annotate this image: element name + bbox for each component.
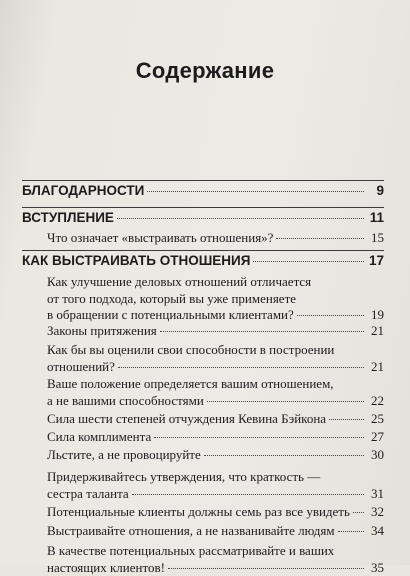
dot-leader bbox=[207, 401, 364, 402]
toc-page-number: 9 bbox=[368, 181, 384, 201]
toc-entry-label-line: Ваше положение определяется вашим отношением, bbox=[47, 376, 384, 393]
toc-entry-label-line: а не вашими способностями bbox=[47, 393, 204, 410]
toc-entry-label-line: Как улучшение деловых отношений отличается bbox=[47, 274, 384, 291]
dot-leader bbox=[132, 494, 364, 495]
dot-leader bbox=[154, 437, 364, 438]
toc-entry-label-line: В качестве потенциальных рассматривайте и ваших bbox=[47, 543, 384, 560]
toc-entry[interactable] bbox=[22, 469, 384, 502]
dot-leader bbox=[276, 238, 364, 239]
toc-entry-label-line: от того подхода, который вы уже применяете bbox=[47, 291, 384, 308]
dot-leader bbox=[147, 191, 364, 192]
dot-leader bbox=[329, 419, 364, 420]
toc-entry[interactable] bbox=[22, 429, 384, 446]
toc-entry-label-line: сестра таланта bbox=[47, 486, 129, 503]
toc-page-number: 30 bbox=[368, 447, 384, 464]
toc-entry[interactable] bbox=[22, 504, 384, 521]
toc-entry-introduction[interactable] bbox=[22, 208, 384, 228]
toc-entry-label: Что означает «выстраивать отношения»? bbox=[47, 230, 273, 247]
toc-entry-label-line: отношений? bbox=[47, 359, 115, 376]
page-title: Содержание bbox=[0, 58, 410, 84]
toc-entry-label: Сила комплимента bbox=[47, 429, 151, 446]
toc-entry-label: БЛАГОДАРНОСТИ bbox=[22, 181, 144, 201]
toc-entry[interactable] bbox=[22, 411, 384, 428]
dot-leader bbox=[160, 331, 364, 332]
toc-entry[interactable] bbox=[22, 342, 384, 375]
toc-entry-label-line: в обращении с потенциальными клиентами? bbox=[47, 307, 294, 324]
dot-leader bbox=[353, 512, 364, 513]
dot-leader bbox=[297, 315, 364, 316]
dot-leader bbox=[117, 218, 364, 219]
toc-page-number: 22 bbox=[368, 393, 384, 410]
toc-entry-label: ВСТУПЛЕНИЕ bbox=[22, 208, 114, 228]
toc-entry[interactable] bbox=[22, 523, 384, 540]
toc-page-number: 15 bbox=[368, 230, 384, 247]
toc-entry-label: Потенциальные клиенты должны семь раз все увидеть bbox=[47, 504, 350, 521]
dot-leader bbox=[204, 455, 364, 456]
toc-entry-intro-item[interactable] bbox=[22, 230, 384, 247]
toc-page-number: 21 bbox=[368, 359, 384, 376]
toc-entry[interactable] bbox=[22, 447, 384, 464]
toc-entry[interactable] bbox=[22, 274, 384, 324]
toc-page-number: 35 bbox=[368, 560, 384, 576]
dot-leader bbox=[338, 531, 364, 532]
toc-entry-acknowledgements[interactable] bbox=[22, 181, 384, 201]
toc-entry-label-line: Придерживайтесь утверждения, что краткость — bbox=[47, 469, 384, 486]
toc-entry-label: Выстраивайте отношения, а не названивайте людям bbox=[47, 523, 335, 540]
toc-page-number: 34 bbox=[368, 523, 384, 540]
toc-entry[interactable] bbox=[22, 543, 384, 576]
toc-page-number: 32 bbox=[368, 504, 384, 521]
toc-entry-label: Льстите, а не провоцируйте bbox=[47, 447, 201, 464]
toc-page-number: 27 bbox=[368, 429, 384, 446]
toc-entry-label: Законы притяжения bbox=[47, 323, 157, 340]
toc-entry[interactable] bbox=[22, 323, 384, 340]
toc-page-number: 25 bbox=[368, 411, 384, 428]
dot-leader bbox=[168, 568, 364, 569]
toc-entry-chapter[interactable] bbox=[22, 251, 384, 271]
toc-page-number: 31 bbox=[368, 486, 384, 503]
toc-entry-label-line: Как бы вы оценили свои способности в построении bbox=[47, 342, 384, 359]
dot-leader bbox=[118, 367, 364, 368]
toc-page-number: 19 bbox=[368, 307, 384, 324]
dot-leader bbox=[253, 261, 364, 262]
toc-page-number: 11 bbox=[368, 208, 384, 228]
toc-entry-label: КАК ВЫСТРАИВАТЬ ОТНОШЕНИЯ bbox=[22, 251, 250, 271]
toc-entry-label-line: настоящих клиентов! bbox=[47, 560, 165, 576]
toc-page-number: 21 bbox=[368, 323, 384, 340]
toc-entry-label: Сила шести степеней отчуждения Кевина Бэйкона bbox=[47, 411, 326, 428]
toc-entry[interactable] bbox=[22, 376, 384, 409]
toc-page-number: 17 bbox=[368, 251, 384, 271]
